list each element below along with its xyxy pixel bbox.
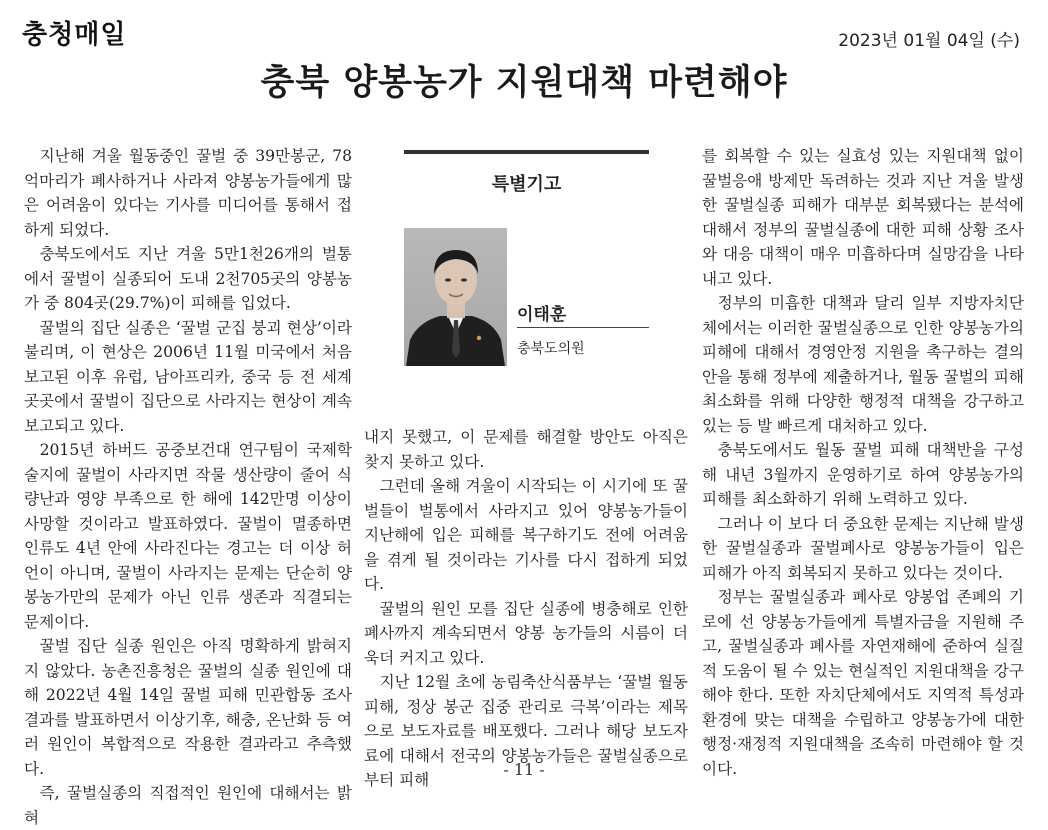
paragraph: 내지 못했고, 이 문제를 해결할 방안도 아직은 찾지 못하고 있다. [364,428,688,471]
author-name: 이태훈 [517,305,567,325]
paragraph: 정부의 미흡한 대책과 달리 일부 지방자치단체에서는 이러한 꿀벌실종으로 인한 양봉농가의 피해에 대해서 경영안정 지원을 촉구하는 결의안을 통해 정부에 제출하거나, 월동 꿀벌의 피해 최소화를 위해 다양한 행정적 대책을 강구하고 있는 등 발 빠르게 대처하고 있다. [702,294,1024,435]
author-portrait-icon [404,228,507,366]
paragraph: 2015년 하버드 공중보건대 연구팀이 국제학술지에 꿀벌이 사라지면 작물 생산량이 줄어 식량난과 영양 부족으로 한 해에 142만명 이상이 사망할 것이라고 발표하였다. 꿀벌이 멸종하면 인류도 4년 안에 사라진다는 경고는 더 이상 허언이 아니며, 꿀벌이 사라지는 문제는 단순히 양봉농가만의 문제가 아닌 인류 생존과 직결되는 문제이다. [24,441,352,631]
paragraph: 그런데 올해 겨울이 시작되는 이 시기에 또 꿀벌들이 벌통에서 사라지고 있어 양봉농가들이 지난해에 입은 피해를 복구하기도 전에 어려움을 겪게 될 것이라는 기사를 다시 접하게 되었다. [364,477,688,593]
article-column-3 [702,144,1024,781]
paragraph: 지난해 겨울 월동중인 꿀벌 중 39만봉군, 78억마리가 폐사하거나 사라져 양봉농가들에게 많은 어려움이 있다는 기사를 미디어를 통해서 접하게 되었다. [24,147,352,239]
newspaper-masthead: 충청매일 [22,20,127,50]
article-column-2 [364,425,688,793]
paragraph: 꿀벌의 원인 모를 집단 실종에 병충해로 인한 폐사까지 계속되면서 양봉 농가들의 시름이 더욱더 커지고 있다. [364,599,688,667]
paragraph: 지난 12월 초에 농림축산식품부는 ‘꿀벌 월동피해, 정상 봉군 집중 관리로 극복’이라는 제목으로 보도자료를 배포했다. 그러나 해당 보도자료에 대해서 전국의 양봉농가들은 꿀벌실종으로부터 피해 [364,673,688,789]
special-contribution-box [404,150,649,370]
paragraph: 꿀벌의 집단 실종은 ‘꿀벌 군집 붕괴 현상’이라 불리며, 이 현상은 2006년 11월 미국에서 처음 보고된 이후 유럽, 남아프리카, 중국 등 전 세계 곳곳에서 꿀벌이 집단으로 사라지는 현상이 계속 보고되고 있다. [24,318,352,435]
column-label: 특별기고 [491,174,562,195]
paragraph: 정부는 꿀벌실종과 폐사로 양봉업 존폐의 기로에 선 양봉농가들에게 특별자금을 지원해 주고, 꿀벌실종과 폐사를 자연재해에 준하여 실질적 도움이 될 수 있는 현실적인 지원대책을 강구 해야 한다. 또한 자치단체에서도 지역적 특성과 환경에 맞는 대책을 수립하고 양봉농가에 대한 행정·재정적 지원대책을 조속히 마련해야 할 것이다. [702,588,1024,778]
box-top-rule [404,150,649,154]
paragraph: 즉, 꿀벌실종의 직접적인 원인에 대해서는 밝혀 [24,784,352,827]
page-number: - 11 - [503,760,545,779]
paragraph: 충북도에서도 월동 꿀벌 피해 대책반을 구성해 내년 3월까지 운영하기로 하여 양봉농가의 피해를 최소화하기 위해 노력하고 있다. [702,441,1024,508]
author-name-rule [517,327,649,328]
article-column-1 [24,144,352,830]
article-headline: 충북 양봉농가 지원대책 마련해야 [260,63,788,103]
publication-date: 2023년 01월 04일 (수) [838,31,1020,51]
paragraph: 꿀벌 집단 실종 원인은 아직 명확하게 밝혀지지 않았다. 농촌진흥청은 꿀벌의 실종 원인에 대해 2022년 4월 14일 꿀벌 피해 민관합동 조사 결과를 발표하면서 이상기후, 해충, 온난화 등 여러 원인이 복합적으로 작용한 결과라고 추측했다. [24,637,352,778]
paragraph: 그러나 이 보다 더 중요한 문제는 지난해 발생한 꿀벌실종과 꿀벌폐사로 양봉농가들이 입은 피해가 아직 회복되지 못하고 있다는 것이다. [702,514,1024,582]
paragraph: 를 회복할 수 있는 실효성 있는 지원대책 없이 꿀벌응애 방제만 독려하는 것과 지난 겨울 발생한 꿀벌실종 피해가 대부분 회복됐다는 분석에 대해서 정부의 꿀벌실종에 대한 피해 상황 조사와 대응 대책이 매우 미흡하다며 실망감을 나타내고 있다. [702,147,1024,288]
paragraph: 충북도에서도 지난 겨울 5만1천26개의 벌통에서 꿀벌이 실종되어 도내 2천705곳의 양봉농가 중 804곳(29.7%)이 피해를 입었다. [24,245,352,312]
author-title: 충북도의원 [517,341,585,357]
